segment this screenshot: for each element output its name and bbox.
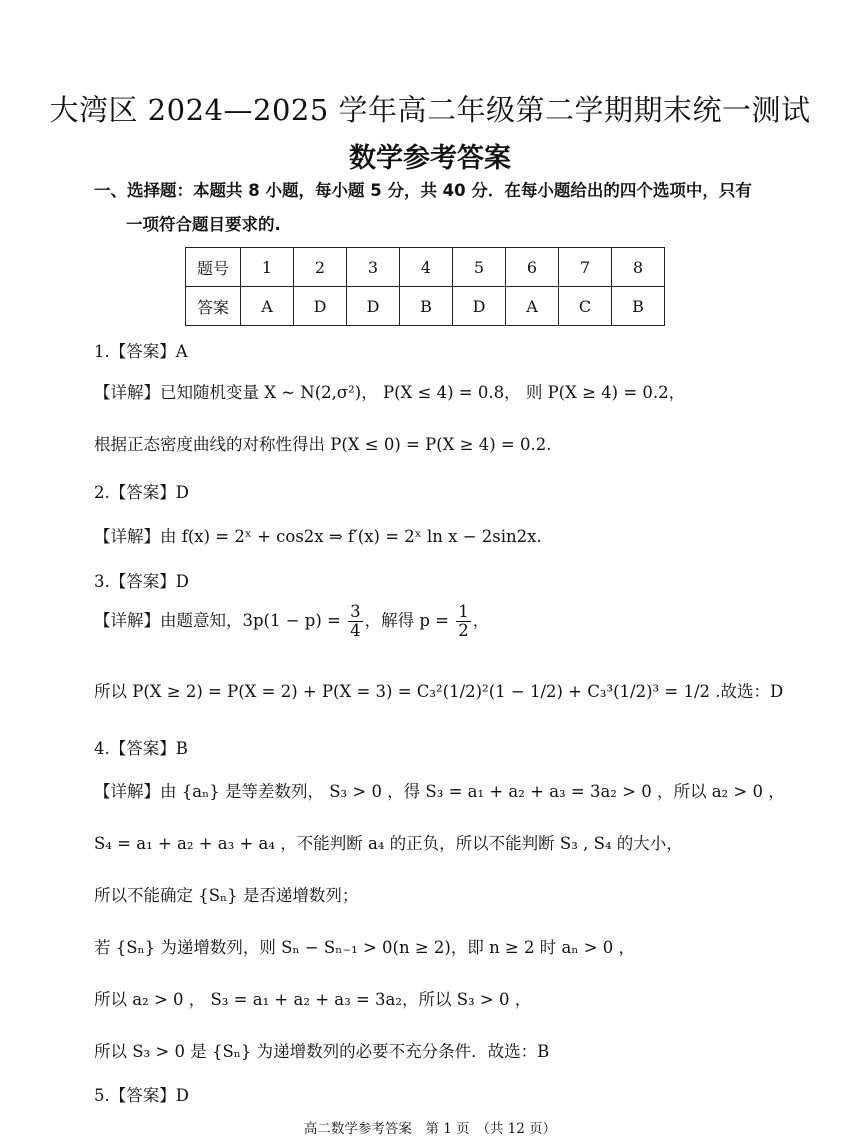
fraction-one-half xyxy=(456,603,471,640)
table-header-a: 答案 xyxy=(186,287,241,326)
table-header-q: 题号 xyxy=(186,248,241,287)
table-cell-number: 5 xyxy=(453,248,506,287)
table-cell-number: 1 xyxy=(241,248,294,287)
table-cell-answer: A xyxy=(506,287,559,326)
q4-line1: 【详解】由 {aₙ} 是等差数列， S₃ > 0 ，得 S₃ = a₁ + a₂ + a₃ = 3a₂ > 0 ，所以 a₂ > 0 ， xyxy=(94,782,785,801)
q4-line3: 所以不能确定 {Sₙ} 是否递增数列； xyxy=(94,886,359,905)
q3-detail xyxy=(94,603,489,640)
q4-line6: 所以 S₃ > 0 是 {Sₙ} 为递增数列的必要不充分条件．故选：B xyxy=(94,1042,550,1061)
page-footer: 高二数学参考答案 第 1 页 （共 12 页） xyxy=(303,1121,557,1137)
page-subtitle: 数学参考答案 xyxy=(349,143,511,174)
q2-answer: 2.【答案】D xyxy=(94,483,189,502)
page-title: 大湾区 2024—2025 学年高二年级第二学期期末统一测试 xyxy=(49,93,811,127)
table-cell-answer: B xyxy=(612,287,665,326)
fraction-den: 4 xyxy=(350,621,361,641)
fraction-num: 1 xyxy=(458,602,469,621)
q4-answer: 4.【答案】B xyxy=(94,739,188,758)
fraction-three-quarters xyxy=(348,603,363,640)
table-cell-number: 4 xyxy=(400,248,453,287)
q1-answer: 1.【答案】A xyxy=(94,342,188,361)
q3-detail-mid: ，解得 p = xyxy=(364,611,455,631)
q3-detail-prefix: 【详解】由题意知，3p(1 − p) = xyxy=(94,611,347,631)
table-cell-number: 7 xyxy=(559,248,612,287)
table-cell-number: 3 xyxy=(347,248,400,287)
table-cell-number: 2 xyxy=(294,248,347,287)
q2-detail: 【详解】由 f(x) = 2ˣ + cos2x ⇒ f′(x) = 2ˣ ln x − 2sin2x. xyxy=(94,527,542,546)
answer-table-row-numbers xyxy=(186,248,665,287)
q4-line5: 所以 a₂ > 0 ， S₃ = a₁ + a₂ + a₃ = 3a₂，所以 S₃ > 0 ， xyxy=(94,990,532,1009)
answer-table xyxy=(185,247,665,326)
q4-line4: 若 {Sₙ} 为递增数列，则 Sₙ − Sₙ₋₁ > 0(n ≥ 2)，即 n ≥ 2 时 aₙ > 0 ， xyxy=(94,938,636,957)
table-cell-answer: A xyxy=(241,287,294,326)
table-cell-answer: D xyxy=(453,287,506,326)
q4-line2: S₄ = a₁ + a₂ + a₃ + a₄ ，不能判断 a₄ 的正负，所以不能判断 S₃ , S₄ 的大小， xyxy=(94,834,683,853)
q1-detail: 【详解】已知随机变量 X ~ N(2,σ²)， P(X ≤ 4) = 0.8， 则 P(X ≥ 4) = 0.2， xyxy=(94,383,686,402)
q3-detail-end: ， xyxy=(472,611,490,631)
table-cell-answer: B xyxy=(400,287,453,326)
q1-detail2: 根据正态密度曲线的对称性得出 P(X ≤ 0) = P(X ≥ 4) = 0.2. xyxy=(94,435,552,454)
table-cell-number: 6 xyxy=(506,248,559,287)
table-cell-number: 8 xyxy=(612,248,665,287)
section1-heading-line1: 一、选择题：本题共 8 小题，每小题 5 分，共 40 分．在每小题给出的四个选项中，只有 xyxy=(94,181,752,200)
q5-answer: 5.【答案】D xyxy=(94,1086,189,1105)
answer-table-row-answers xyxy=(186,287,665,326)
fraction-num: 3 xyxy=(350,602,361,621)
section1-heading-line2: 一项符合题目要求的. xyxy=(126,215,281,234)
q3-detail2: 所以 P(X ≥ 2) = P(X = 2) + P(X = 3) = C₃²(1/2)²(1 − 1/2) + C₃³(1/2)³ = 1/2 .故选：D xyxy=(94,682,784,701)
table-cell-answer: C xyxy=(559,287,612,326)
table-cell-answer: D xyxy=(294,287,347,326)
q3-answer: 3.【答案】D xyxy=(94,572,189,591)
fraction-den: 2 xyxy=(458,621,469,641)
table-cell-answer: D xyxy=(347,287,400,326)
